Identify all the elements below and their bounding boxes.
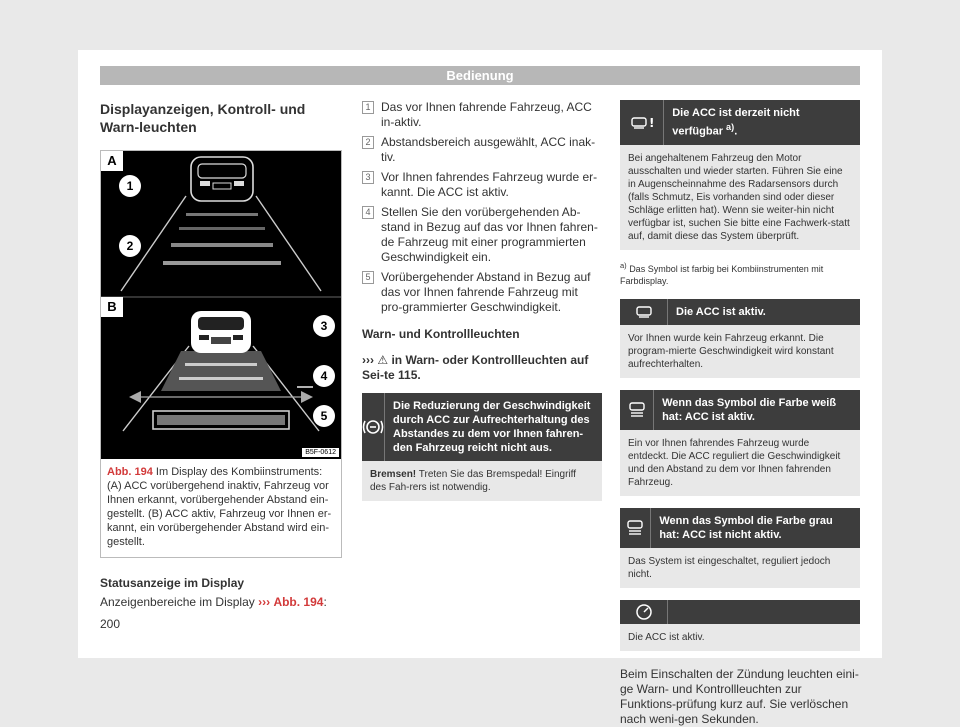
box-header xyxy=(362,393,602,461)
info-box-white-symbol xyxy=(620,390,860,496)
panel-label-b: B xyxy=(101,297,123,317)
figure-image xyxy=(101,151,341,459)
box-header xyxy=(620,390,860,430)
warn-reference xyxy=(362,353,602,383)
info-box-unavailable xyxy=(620,100,860,250)
list-item xyxy=(362,100,602,130)
box-body: Das System ist eingeschaltet, reguliert jedoch nicht. xyxy=(628,555,831,580)
item-number: 5 xyxy=(362,271,374,284)
warn-ref-text[interactable]: in Warn- oder Kontrollleuchten auf Sei-te 115. xyxy=(362,353,589,382)
section-header: Bedienung xyxy=(100,66,860,85)
caption-ref: Abb. 194 xyxy=(107,466,153,478)
reference-arrow: ››› xyxy=(362,353,374,367)
list-item xyxy=(362,270,602,315)
box-header xyxy=(620,299,860,325)
acc-active-icon xyxy=(620,299,668,325)
item-number: 1 xyxy=(362,101,374,114)
box-title: Die ACC ist aktiv. xyxy=(676,305,766,318)
footnote-ref: a) xyxy=(726,122,735,132)
section-title: Displayanzeigen, Kontroll- und Warn-leuchten xyxy=(100,101,306,135)
figure-code: B5F-0612 xyxy=(302,448,339,457)
speedometer-icon xyxy=(620,600,668,624)
box-body xyxy=(362,461,602,501)
acc-brake-icon xyxy=(362,393,385,461)
list-item xyxy=(362,135,602,165)
acc-display-illustration xyxy=(101,151,341,459)
status-text-body: Anzeigenbereiche im Display xyxy=(100,595,255,609)
box-header xyxy=(620,100,860,145)
box-text: Treten Sie das Bremspedal! Eingriff des Fah-rers ist notwendig. xyxy=(370,469,577,493)
item-text: Vor Ihnen fahrendes Fahrzeug wurde er-kannt. Die ACC ist aktiv. xyxy=(381,170,598,199)
panel-label-a: A xyxy=(101,151,123,171)
item-text: Stellen Sie den vorübergehenden Ab-stand in Bezug auf das vor Ihnen fahren-de Fahrzeug mit einer programmierten Geschwindigkeit ein. xyxy=(381,205,598,264)
item-number: 4 xyxy=(362,206,374,219)
warn-section-title: Warn- und Kontrollleuchten xyxy=(362,327,520,341)
box-title: Wenn das Symbol die Farbe weiß hat: ACC ist aktiv. xyxy=(662,396,837,423)
box-title xyxy=(668,606,684,618)
right-column xyxy=(620,100,860,727)
caption-text: Im Display des Kombiinstruments: (A) ACC vorübergehend inaktiv, Fahrzeug vor Ihnen erkannt, vorübergehender Abstand ein-gestellt. (B) ACC aktiv, Fahrzeug vor Ihnen er-kannt, ein vorübergehender Abstand wird ein-gestellt. xyxy=(107,466,332,548)
box-body: Vor Ihnen wurde kein Fahrzeug erkannt. Die program-mierte Geschwindigkeit wird konstant aufrechterhalten. xyxy=(628,332,834,370)
status-text-end: : xyxy=(323,595,327,609)
footnote xyxy=(620,260,860,287)
box-title: Die Reduzierung der Geschwindigkeit durch ACC zur Aufrechterhaltung des Abstandes zu dem vor Ihnen fahren-den Fahrzeug reicht nicht aus. xyxy=(393,400,591,454)
footnote-mark: a) xyxy=(620,260,627,270)
figure-link[interactable]: Abb. 194 xyxy=(273,595,324,609)
status-text xyxy=(100,595,342,609)
info-box-gauge xyxy=(620,600,860,651)
svg-text:!: ! xyxy=(648,116,655,131)
list-item xyxy=(362,170,602,200)
reference-arrow: ››› xyxy=(258,595,271,609)
callout-1: 1 xyxy=(119,175,141,197)
callout-4: 4 xyxy=(313,365,335,387)
left-column xyxy=(100,100,342,609)
box-header xyxy=(620,600,860,624)
acc-vehicle-detected-icon xyxy=(620,390,654,430)
info-box-grey-symbol xyxy=(620,508,860,588)
box-title-text: Die ACC ist derzeit nicht verfügbar xyxy=(672,107,800,138)
box-bold: Bremsen! xyxy=(370,469,417,480)
item-number: 2 xyxy=(362,136,374,149)
acc-unavailable-icon xyxy=(620,100,664,145)
box-body: Bei angehaltenem Fahrzeug den Motor ausschalten und wieder starten. Führen Sie eine in Augenscheinnahme des Radarsensors durch (falls Schmutz, Eis vorhanden sind oder dieser Schläge erlitten hat). Wenn sie weiter-hin nicht verfügbar ist, suchen Sie bitte eine Fachwerk-statt auf, damit diese das System überprüft. xyxy=(628,152,850,242)
callout-5: 5 xyxy=(313,405,335,427)
box-body: Die ACC ist aktiv. xyxy=(628,631,705,643)
closing-paragraph: Beim Einschalten der Zündung leuchten eini-ge Warn- und Kontrollleuchten zur Funktions-prüfung kurz auf. Sie verlöschen nach weni-gen Sekunden. xyxy=(620,666,859,726)
status-title: Statusanzeige im Display xyxy=(100,576,245,590)
box-title: Wenn das Symbol die Farbe grau hat: ACC ist nicht aktiv. xyxy=(659,514,833,541)
figure-caption xyxy=(101,459,341,557)
box-header xyxy=(620,508,860,548)
list-item xyxy=(362,205,602,265)
warning-box-brake xyxy=(362,393,602,501)
callout-3: 3 xyxy=(313,315,335,337)
item-number: 3 xyxy=(362,171,374,184)
page-number: 200 xyxy=(100,617,121,631)
box-title: Die ACC ist derzeit nicht verfügbar $^{a)}$. xyxy=(672,107,800,138)
figure-194 xyxy=(100,150,342,558)
middle-column xyxy=(362,100,602,501)
item-text: Abstandsbereich ausgewählt, ACC inak-tiv. xyxy=(381,135,596,164)
box-body: Ein vor Ihnen fahrendes Fahrzeug wurde entdeckt. Die ACC reguliert die Geschwindigkeit und den Abstand zu dem vor Ihnen fahrenden Fahrzeug. xyxy=(628,437,841,488)
acc-inactive-icon xyxy=(620,508,651,548)
footnote-text: Das Symbol ist farbig bei Kombiinstrumenten mit Farbdisplay. xyxy=(620,263,824,286)
warning-triangle-icon: ⚠ xyxy=(377,353,389,367)
item-text: Das vor Ihnen fahrende Fahrzeug, ACC in-aktiv. xyxy=(381,100,592,129)
callout-2: 2 xyxy=(119,235,141,257)
item-text: Vorübergehender Abstand in Bezug auf das vor Ihnen fahrende Fahrzeug mit pro-grammierter Geschwindigkeit. xyxy=(381,270,591,314)
info-box-active xyxy=(620,299,860,378)
